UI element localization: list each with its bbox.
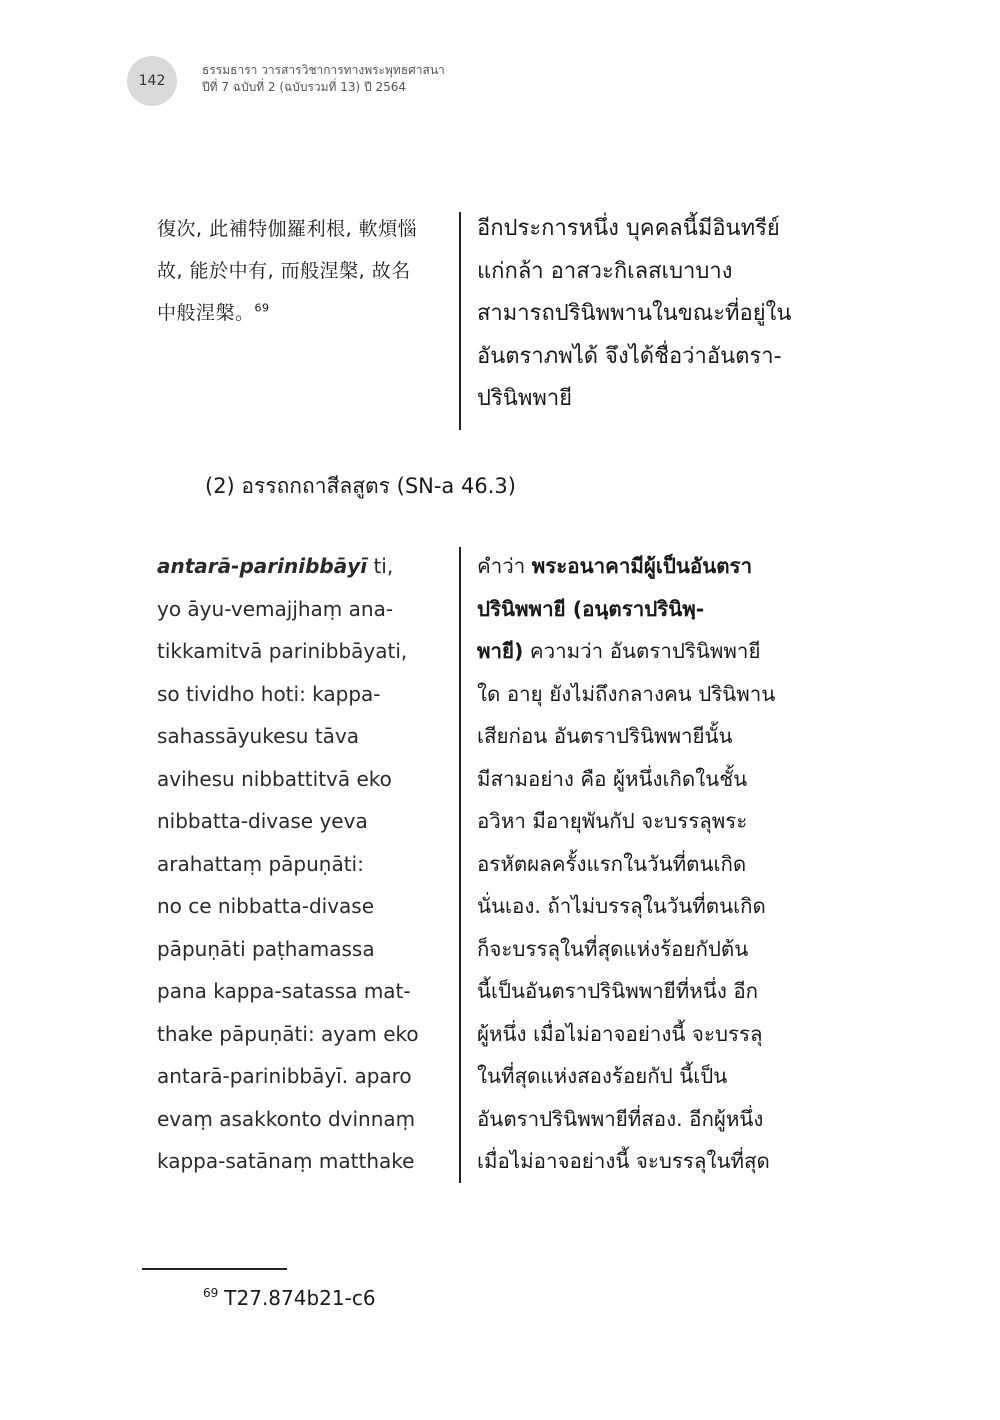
section-heading: (2) อรรถกถาสีลสูตร (SN-a 46.3)	[205, 474, 516, 498]
column-divider	[459, 547, 461, 1183]
thai-line: อันตราภพได้ จึงได้ชื่อว่าอันตรา-	[477, 343, 782, 369]
pali-term: antarā-parinibbāyī	[157, 554, 368, 578]
pali-line: so tividho hoti: kappa-	[157, 681, 381, 706]
pali-line: arahattaṃ pāpuṇāti:	[157, 851, 364, 876]
thai-line: สามารถปรินิพพานในขณะที่อยู่ใน	[477, 301, 792, 326]
pali-line: tikkamitvā parinibbāyati,	[157, 639, 408, 663]
thai-translation-text	[477, 545, 817, 1183]
pali-line: kappa-satānaṃ matthake	[157, 1149, 415, 1173]
footnote-text: T27.874b21-c6	[224, 1286, 376, 1310]
thai-line: ผู้หนึ่ง เมื่อไม่อาจอย่างนี้ จะบรรลุ	[477, 1021, 763, 1046]
thai-line: พายี) ความว่า อันตราปรินิพพายี	[477, 639, 761, 663]
pali-line: yo āyu-vemajjhaṃ ana-	[157, 596, 394, 621]
thai-line: นั่นเอง. ถ้าไม่บรรลุในวันที่ตนเกิด	[477, 894, 766, 918]
thai-line: อรหัตผลครั้งแรกในวันที่ตนเกิด	[477, 851, 747, 876]
thai-line: เสียก่อน อันตราปรินิพพายีนั้น	[477, 724, 733, 748]
thai-line: ปรินิพพายี (อนฺตราปรินิพฺ-	[477, 596, 705, 621]
thai-line: คำว่า พระอนาคามีผู้เป็นอันตรา	[477, 554, 753, 578]
chinese-line: 故, 能於中有, 而般涅槃, 故名	[157, 260, 411, 282]
pali-line: nibbatta-divase yeva	[157, 809, 368, 833]
thai-translation-text	[477, 208, 817, 421]
journal-title: ธรรมธารา วารสารวิชาการทางพระพุทธศาสนา	[202, 63, 445, 77]
parallel-section-2	[157, 545, 817, 1185]
running-header	[202, 62, 445, 96]
thai-line: อีกประการหนึ่ง บุคคลนี้มีอินทรีย์	[477, 216, 780, 241]
footnote-reference[interactable]: 69	[254, 301, 270, 315]
thai-line: ใด อายุ ยังไม่ถึงกลางคน ปรินิพาน	[477, 681, 776, 706]
thai-line: เมื่อไม่อาจอย่างนี้ จะบรรลุในที่สุด	[477, 1149, 770, 1173]
pali-line: sahassāyukesu tāva	[157, 724, 360, 748]
pali-line: thake pāpuṇāti: ayam eko	[157, 1021, 419, 1046]
footnote-number: 69	[203, 1286, 219, 1301]
pali-source-text	[157, 545, 447, 1183]
chinese-line: 復次, 此補特伽羅利根, 軟煩惱	[157, 218, 418, 240]
page-number-badge	[127, 56, 177, 106]
thai-line: มีสามอย่าง คือ ผู้หนึ่งเกิดในชั้น	[477, 766, 748, 791]
parallel-section-1	[157, 208, 817, 430]
pali-line: antarā-parinibbāyī. aparo	[157, 1064, 412, 1088]
column-divider	[459, 212, 461, 430]
pali-line: antarā-parinibbāyī ti,	[157, 554, 394, 578]
footnote-rule	[142, 1268, 287, 1270]
thai-line: แก่กล้า อาสวะกิเลสเบาบาง	[477, 258, 733, 284]
thai-line: อันตราปรินิพพายีที่สอง. อีกผู้หนึ่ง	[477, 1106, 764, 1131]
thai-line: ปรินิพพายี	[477, 386, 573, 411]
pali-line: pāpuṇāti paṭhamassa	[157, 936, 375, 961]
thai-line: นี้เป็นอันตราปรินิพพายีที่หนึ่ง อีก	[477, 979, 759, 1003]
thai-line: ในที่สุดแห่งสองร้อยกัป นี้เป็น	[477, 1064, 728, 1088]
journal-issue: ปีที่ 7 ฉบับที่ 2 (ฉบับรวมที่ 13) ปี 2564	[202, 80, 407, 94]
page-number: 142	[138, 73, 166, 89]
chinese-source-text	[157, 208, 447, 334]
thai-term: พระอนาคามีผู้เป็นอันตรา	[531, 554, 753, 578]
footnote	[203, 1286, 376, 1310]
pali-line: avihesu nibbattitvā eko	[157, 766, 392, 791]
pali-line: evaṃ asakkonto dvinnaṃ	[157, 1106, 416, 1131]
pali-line: no ce nibbatta-divase	[157, 894, 375, 918]
thai-line: ก็จะบรรลุในที่สุดแห่งร้อยกัปต้น	[477, 936, 749, 961]
chinese-line: 中般涅槃。$^{69}$	[157, 301, 270, 324]
pali-line: pana kappa-satassa mat-	[157, 979, 411, 1003]
thai-line: อวิหา มีอายุพันกัป จะบรรลุพระ	[477, 809, 748, 833]
